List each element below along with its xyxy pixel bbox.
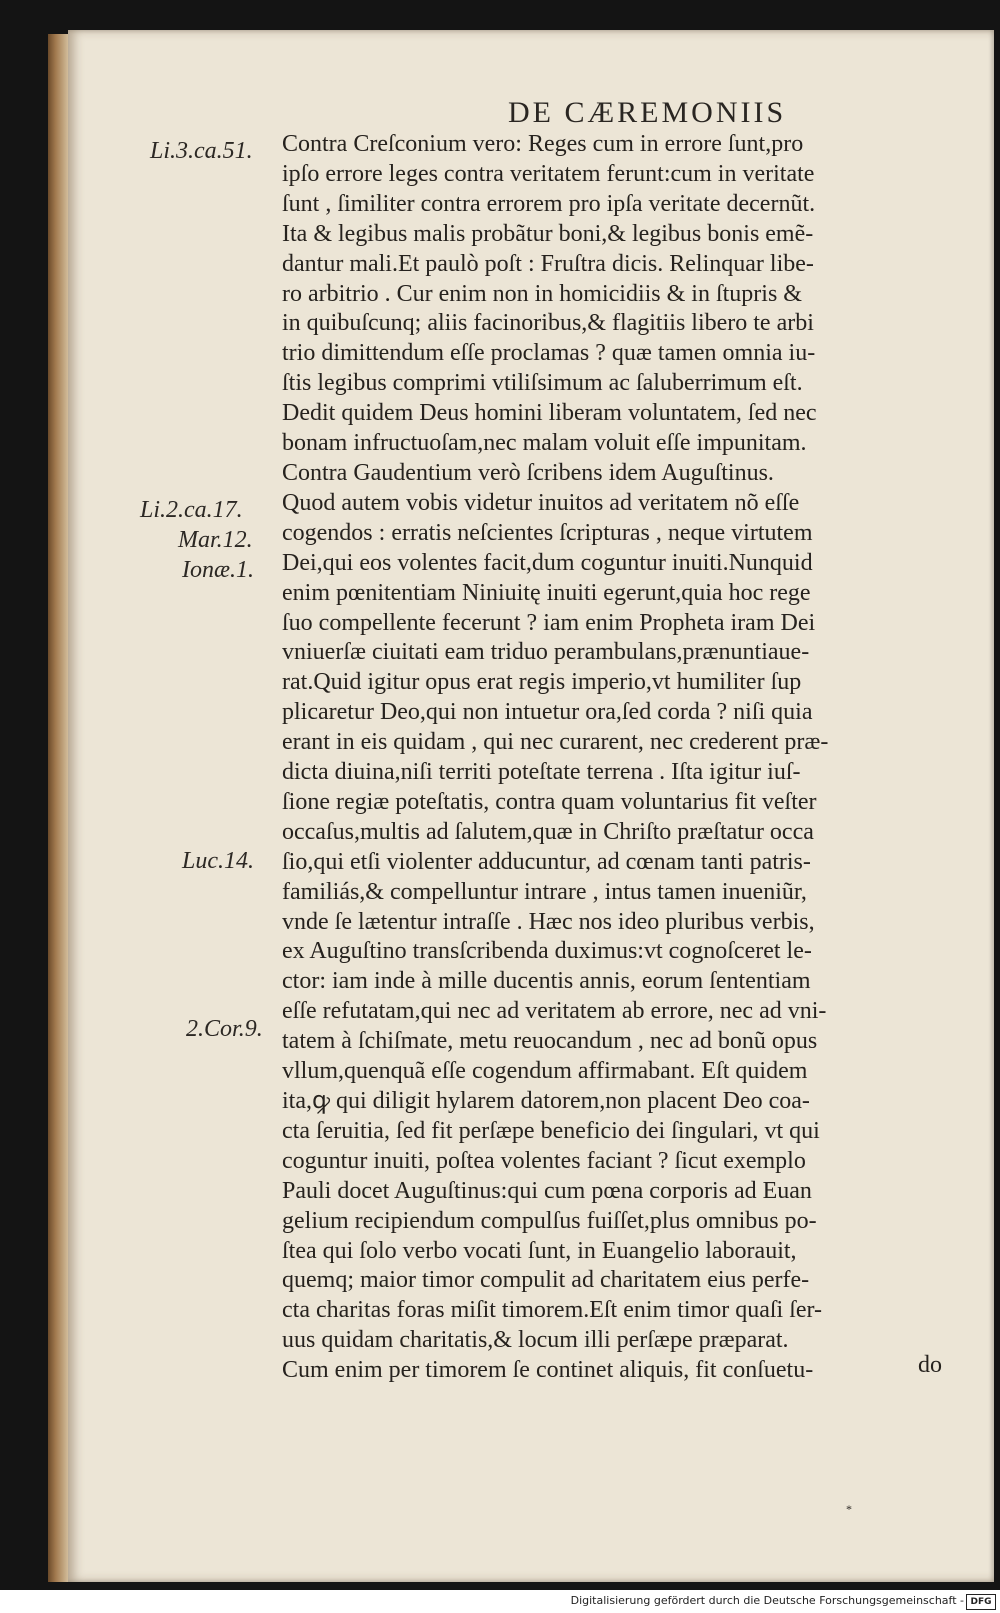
text-line: gelium recipiendum compulſus fuiſſet,plus omnibus po- [282, 1207, 817, 1234]
text-line: bonam infructuoſam,nec malam voluit eſſe impunitam. [282, 430, 807, 457]
text-line: plicaretur Deo,qui non intuetur ora,ſed corda ? niſi quia [282, 699, 813, 726]
text-line: occaſus,multis ad ſalutem,quæ in Chriſto præſtatur occa [282, 818, 814, 845]
text-line: ſione regiæ poteſtatis, contra quam voluntarius fit veſter [282, 788, 817, 815]
text-line: ita,ꝙ qui diligit hylarem datorem,non placent Deo coa- [282, 1088, 810, 1114]
text-line: ſuo compellente fecerunt ? iam enim Propheta iram Dei [282, 609, 816, 636]
text-line: Ita & legibus malis probãtur boni,& legibus bonis emẽ- [282, 220, 814, 247]
text-line: ſunt , ſimiliter contra errorem pro ipſa veritate decernũt. [282, 190, 816, 217]
text-line: rat.Quid igitur opus erat regis imperio,vt humiliter ſup [282, 669, 802, 696]
signature-mark: * [846, 1502, 852, 1516]
text-line: ipſo errore leges contra veritatem ferunt:cum in veritate [282, 160, 815, 187]
digitization-footer [0, 1590, 1000, 1613]
text-line: ex Auguſtino transſcribenda duximus:vt cognoſceret le- [282, 938, 812, 965]
margin-note: 2.Cor.9. [186, 1016, 263, 1042]
text-line: cogendos : erratis neſcientes ſcripturas , neque virtutem [282, 519, 813, 546]
text-line: dicta diuina,niſi territi poteſtate terrena . Iſta igitur iuſ- [282, 759, 801, 786]
text-line: quemq; maior timor compulit ad charitatem eius perfe- [282, 1267, 810, 1294]
text-line: Cum enim per timorem ſe continet aliquis, fit conſuetu- [282, 1357, 814, 1384]
margin-note: Mar.12. [178, 527, 253, 553]
catchword: do [918, 1352, 942, 1378]
text-line: ctor: iam inde à mille ducentis annis, eorum ſententiam [282, 968, 811, 995]
text-line: enim pœnitentiam Niniuitę inuiti egerunt,quia hoc rege [282, 579, 811, 606]
text-line: cta ſeruitia, ſed fit perſæpe beneficio dei ſingulari, vt qui [282, 1117, 820, 1144]
footer-credit: Digitalisierung gefördert durch die Deutsche Forschungsgemeinschaft - [570, 1594, 964, 1607]
text-line: ſtea qui ſolo verbo vocati ſunt, in Euangelio laborauit, [282, 1237, 797, 1264]
text-line: ro arbitrio . Cur enim non in homicidiis & in ſtupris & [282, 280, 802, 307]
text-line: uus quidam charitatis,& locum illi perſæpe præparat. [282, 1327, 789, 1354]
margin-note: Luc.14. [182, 848, 254, 874]
text-line: vniuerſæ ciuitati eam triduo perambulans,prænuntiaue- [282, 639, 810, 666]
text-line: Quod autem vobis videtur inuitos ad veritatem nõ eſſe [282, 489, 800, 516]
text-line: eſſe refutatam,qui nec ad veritatem ab errore, nec ad vni- [282, 998, 827, 1025]
text-line: vllum,quenquã eſſe cogendum affirmabant. Eſt quidem [282, 1058, 808, 1085]
text-line: ſtis legibus comprimi vtiliſsimum ac ſaluberrimum eſt. [282, 370, 803, 397]
body-text [282, 130, 942, 1386]
text-line: dantur mali.Et paulò poſt : Fruſtra dicis. Relinquar libe- [282, 250, 814, 277]
margin-note: Ionæ.1. [182, 557, 254, 583]
text-line: erant in eis quidam , qui nec curarent, nec crederent præ- [282, 729, 829, 756]
text-line: in quibuſcunq; aliis facinoribus,& flagitiis libero te arbi [282, 310, 814, 337]
text-line: cta charitas foras miſit timorem.Eſt enim timor quaſi ſer- [282, 1297, 823, 1324]
text-line: familiás,& compelluntur intrare , intus tamen inueniũr, [282, 878, 807, 905]
margin-note: Li.2.ca.17. [140, 497, 243, 523]
book-binding-edge [48, 34, 70, 1582]
margin-note: Li.3.ca.51. [150, 138, 253, 164]
text-line: Dedit quidem Deus homini liberam voluntatem, ſed nec [282, 400, 817, 427]
text-line: Contra Gaudentium verò ſcribens idem Auguſtinus. [282, 459, 774, 486]
text-line: tatem à ſchiſmate, metu reuocandum , nec ad bonũ opus [282, 1028, 818, 1055]
text-line: Contra Creſconium vero: Reges cum in errore ſunt,pro [282, 131, 804, 157]
text-line: vnde ſe lætentur intraſſe . Hæc nos ideo pluribus verbis, [282, 908, 815, 935]
text-line: trio dimittendum eſſe proclamas ? quæ tamen omnia iu- [282, 340, 816, 367]
dfg-logo-icon: DFG [966, 1594, 996, 1610]
book-page [68, 30, 994, 1582]
text-line: Pauli docet Auguſtinus:qui cum pœna corporis ad Euan [282, 1177, 812, 1204]
text-line: ſio,qui etſi violenter adducuntur, ad cœnam tanti patris- [282, 848, 811, 875]
text-line: coguntur inuiti, poſtea volentes faciant ? ſicut exemplo [282, 1147, 806, 1174]
running-head: DE CÆREMONIIS [508, 96, 787, 129]
text-line: Dei,qui eos volentes facit,dum coguntur inuiti.Nunquid [282, 549, 813, 576]
